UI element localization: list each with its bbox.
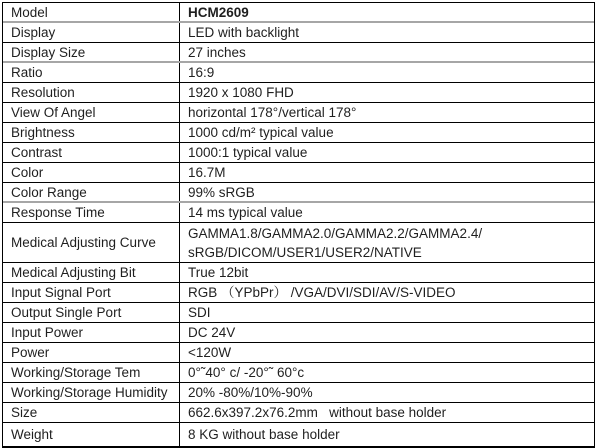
spec-label: Display Size [3,43,180,61]
spec-value-line: RGB （YPbPr） /VGA/DVI/SDI/AV/S-VIDEO [188,285,456,300]
spec-value [180,423,594,446]
spec-value-line: sRGB/DICOM/USER1/USER2/NATIVE [188,244,422,260]
spec-value-line: 16.7M [188,165,226,180]
spec-value-line: 1920 x 1080 FHD [188,85,294,100]
spec-value [180,383,594,402]
spec-value [180,83,594,102]
spec-value-line: LED with backlight [188,25,300,40]
spec-value-line: 99% sRGB [188,184,255,200]
spec-label: Power [3,343,180,362]
spec-label: View Of Angel [3,103,180,122]
spec-row-display-size [3,43,594,63]
spec-value [180,143,594,162]
spec-value-line: 14 ms typical value [188,205,303,220]
spec-label: Contrast [3,143,180,162]
spec-label: Response Time [3,203,180,222]
spec-label: Color Range [3,183,180,201]
spec-value [180,303,594,322]
spec-value [180,123,594,142]
spec-row-working-storage-tem [3,363,594,383]
spec-label: Model [3,3,180,21]
spec-value-line: DC 24V [188,325,236,340]
spec-value-line: 27 inches [188,44,246,60]
spec-label: Input Signal Port [3,283,180,302]
spec-label: Color [3,163,180,182]
spec-value-line: 1000:1 typical value [188,145,308,160]
spec-value-line: True 12bit [188,265,249,280]
spec-label: Medical Adjusting Curve [3,223,180,262]
spec-label: Display [3,23,180,42]
spec-row-contrast [3,143,594,163]
spec-value-line: HCM2609 [188,4,249,20]
spec-label: Weight [3,423,180,446]
spec-row-color [3,163,594,183]
spec-value-line: 662.6x397.2x76.2mm without base holder [188,405,447,420]
spec-value [180,63,594,82]
spec-row-brightness [3,123,594,143]
spec-label: Output Single Port [3,303,180,322]
spec-label: Brightness [3,123,180,142]
spec-row-color-range [3,183,594,203]
spec-value-line: 1000 cd/m² typical value [188,125,334,140]
spec-value-line: horizontal 178°/vertical 178° [188,105,357,120]
spec-value [180,203,594,222]
spec-row-working-storage-humidity [3,383,594,403]
spec-label: Working/Storage Tem [3,363,180,382]
spec-row-weight [3,423,594,446]
spec-label: Input Power [3,323,180,342]
spec-value [180,43,594,61]
spec-value [180,363,594,382]
spec-value [180,163,594,182]
spec-value-line: 16:9 [188,65,215,80]
spec-row-medical-adjusting-bit [3,263,594,283]
spec-value [180,23,594,42]
spec-row-input-signal-port [3,283,594,303]
spec-value-line: SDI [188,305,211,320]
spec-label: Ratio [3,63,180,82]
spec-value [180,183,594,201]
spec-row-ratio [3,63,594,83]
spec-value [180,263,594,282]
spec-value [180,403,594,422]
spec-value-line: 20% -80%/10%-90% [188,385,313,400]
spec-value [180,323,594,342]
spec-label: Resolution [3,83,180,102]
spec-row-response-time [3,203,594,223]
spec-value [180,343,594,362]
spec-row-model [3,3,594,23]
spec-row-power [3,343,594,363]
spec-row-input-power [3,323,594,343]
spec-value [180,3,594,21]
spec-table [2,2,595,448]
spec-value [180,103,594,122]
spec-label: Medical Adjusting Bit [3,263,180,282]
spec-row-size [3,403,594,423]
spec-row-medical-adjusting-curve [3,223,594,263]
spec-value [180,283,594,302]
spec-value-line: 0°˜40° c/ -20°˜ 60°c [188,365,305,380]
spec-value-line: <120W [188,345,232,360]
spec-value-line: GAMMA1.8/GAMMA2.0/GAMMA2.2/GAMMA2.4/ [188,225,483,241]
spec-row-resolution [3,83,594,103]
spec-row-output-single-port [3,303,594,323]
spec-label: Size [3,403,180,422]
spec-value [180,223,594,262]
spec-label: Working/Storage Humidity [3,383,180,402]
spec-row-view-of-angel [3,103,594,123]
spec-row-display [3,23,594,43]
spec-value-line: 8 KG without base holder [188,427,340,442]
